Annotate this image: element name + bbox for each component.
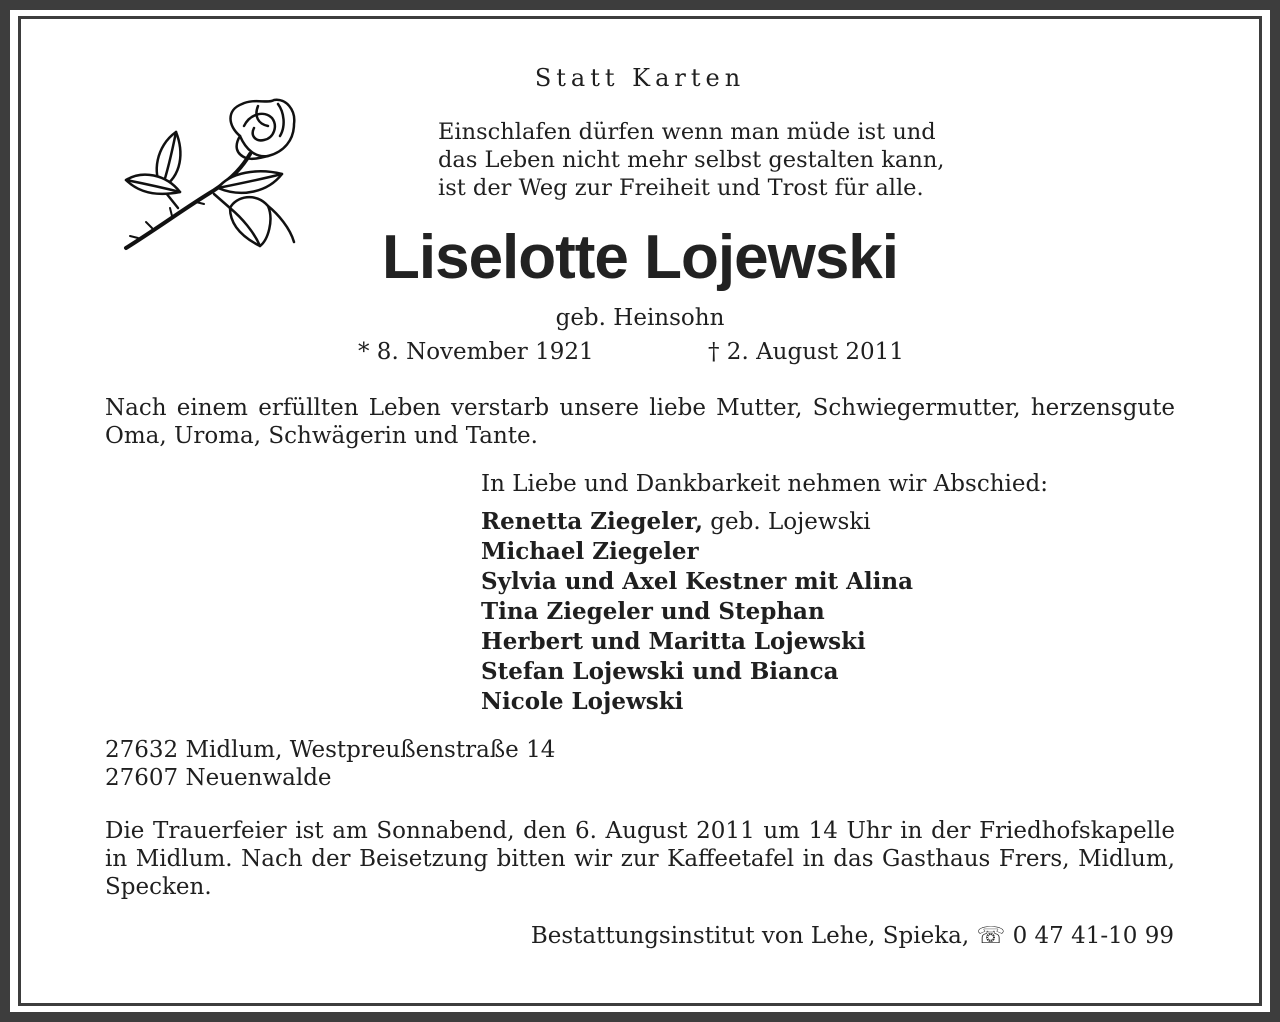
birth-name: geb. Heinsohn — [555, 305, 725, 331]
mourner-name: Herbert und Maritta Lojewski — [481, 628, 866, 655]
mourner-name: Michael Ziegeler — [481, 538, 699, 565]
address-line: 27607 Neuenwalde — [105, 765, 332, 791]
mourner-entry — [481, 657, 913, 687]
mourner-entry — [481, 537, 913, 567]
mourner-name: Sylvia und Axel Kestner mit Alina — [481, 568, 914, 595]
announcement-text: Nach einem erfüllten Leben verstarb unsere liebe Mutter, Schwiegermutter, herzensgute Oma, Uroma, Schwägerin und Tante. — [105, 395, 1175, 449]
mourner-entry — [481, 597, 913, 627]
undertaker-line: Bestattungsinstitut von Lehe, Spieka, ☏ 0 47 41-10 99 — [530, 923, 1174, 949]
farewell-line: In Liebe und Dankbarkeit nehmen wir Abschied: — [481, 471, 1048, 497]
mourner-entry — [481, 687, 913, 717]
address-block — [105, 736, 555, 792]
deceased-name: Liselotte Lojewski — [381, 223, 899, 292]
header-statt-karten: Statt Karten — [534, 64, 746, 92]
service-info-text: Die Trauerfeier ist am Sonnabend, den 6. August 2011 um 14 Uhr in der Friedhofskapelle in Midlum. Nach der Beisetzung bitten wir zur Kaffeetafel in das Gasthaus Frers, Midlum, Specken. — [105, 818, 1175, 900]
death-date: † 2. August 2011 — [708, 339, 904, 365]
mourner-name: Nicole Lojewski — [481, 688, 684, 715]
mourner-name: Tina Ziegeler und Stephan — [481, 598, 825, 625]
mourner-name: Renetta Ziegeler, — [481, 508, 703, 535]
poem-line: ist der Weg zur Freiheit und Trost für alle. — [438, 175, 924, 201]
mourner-entry — [481, 507, 913, 537]
mourner-note: geb. Lojewski — [702, 509, 871, 535]
birth-date: * 8. November 1921 — [358, 339, 594, 365]
poem-line: Einschlafen dürfen wenn man müde ist und — [438, 119, 936, 145]
poem — [438, 118, 944, 202]
mourner-name: Stefan Lojewski und Bianca — [481, 658, 839, 685]
mourner-entry — [481, 567, 913, 597]
address-line: 27632 Midlum, Westpreußenstraße 14 — [105, 737, 556, 763]
mourners-list — [481, 507, 913, 717]
poem-line: das Leben nicht mehr selbst gestalten kann, — [438, 147, 945, 173]
mourner-entry — [481, 627, 913, 657]
